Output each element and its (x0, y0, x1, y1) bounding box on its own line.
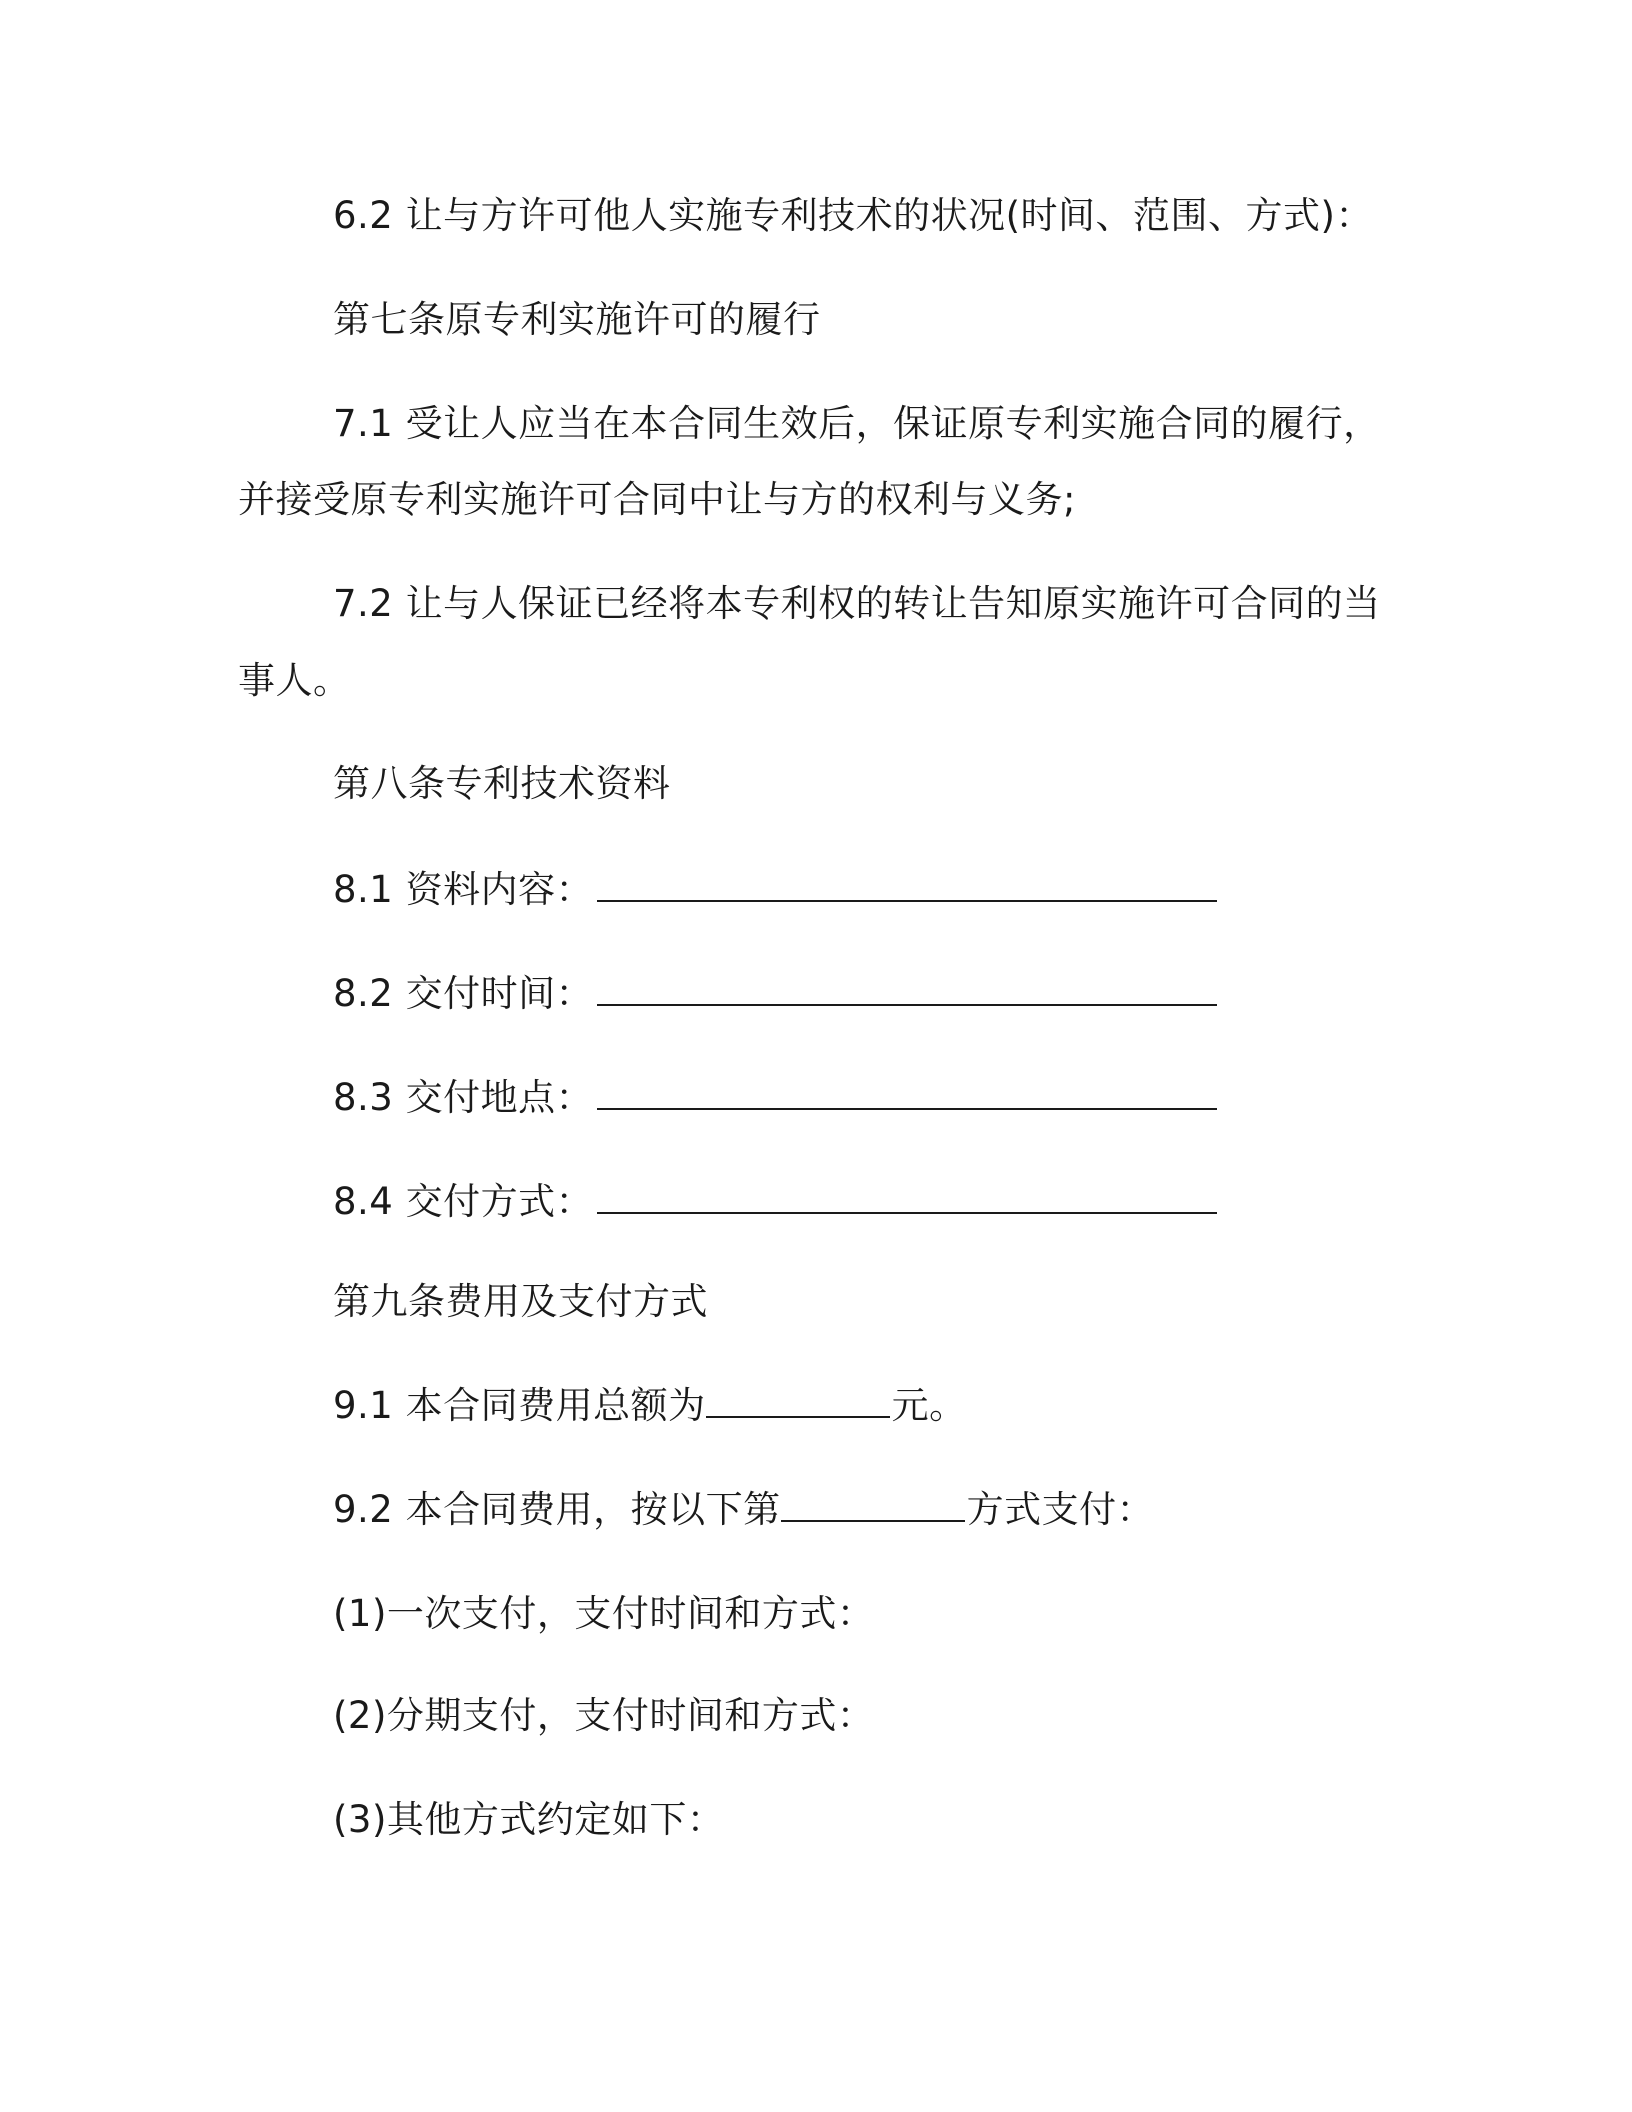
item-9-1 (333, 1380, 967, 1432)
item-8-3-label: 8.3 交付地点： (333, 1076, 594, 1119)
item-8-2-blank (597, 974, 1217, 1006)
item-9-2-suffix: 方式支付： (966, 1488, 1155, 1531)
paragraph-7-2-line-2: 事人。 (238, 659, 351, 702)
paragraph-7-2-line-1: 7.2 让与人保证已经将本专利权的转让告知原实施许可合同的当 (333, 582, 1381, 625)
payment-option-3: (3)其他方式约定如下： (333, 1798, 725, 1841)
article-8-heading: 第八条专利技术资料 (333, 762, 671, 805)
item-9-2-prefix: 9.2 本合同费用，按以下第 (333, 1488, 781, 1531)
item-9-1-suffix: 元。 (891, 1384, 967, 1427)
payment-option-2: (2)分期支付，支付时间和方式： (333, 1694, 875, 1737)
item-8-4-label: 8.4 交付方式： (333, 1180, 594, 1223)
paragraph-7-1-line-2: 并接受原专利实施许可合同中让与方的权利与义务; (238, 478, 1076, 521)
article-9-heading: 第九条费用及支付方式 (333, 1280, 708, 1323)
payment-option-1: (1)一次支付，支付时间和方式： (333, 1592, 875, 1635)
item-8-1 (333, 864, 1217, 916)
item-8-1-label: 8.1 资料内容： (333, 868, 594, 911)
item-8-4-blank (597, 1182, 1217, 1214)
item-9-1-prefix: 9.1 本合同费用总额为 (333, 1384, 706, 1427)
paragraph-7-1-line-1: 7.1 受让人应当在本合同生效后，保证原专利实施合同的履行， (333, 402, 1381, 445)
item-8-4 (333, 1176, 1217, 1228)
item-8-2 (333, 968, 1217, 1020)
item-9-2 (333, 1484, 1154, 1536)
item-8-1-blank (597, 870, 1217, 902)
item-8-3-blank (597, 1078, 1217, 1110)
item-9-2-blank (781, 1490, 965, 1522)
item-8-2-label: 8.2 交付时间： (333, 972, 594, 1015)
item-8-3 (333, 1072, 1217, 1124)
item-9-1-blank (706, 1386, 890, 1418)
paragraph-6-2: 6.2 让与方许可他人实施专利技术的状况(时间、范围、方式)： (333, 194, 1373, 237)
article-7-heading: 第七条原专利实施许可的履行 (333, 298, 821, 341)
